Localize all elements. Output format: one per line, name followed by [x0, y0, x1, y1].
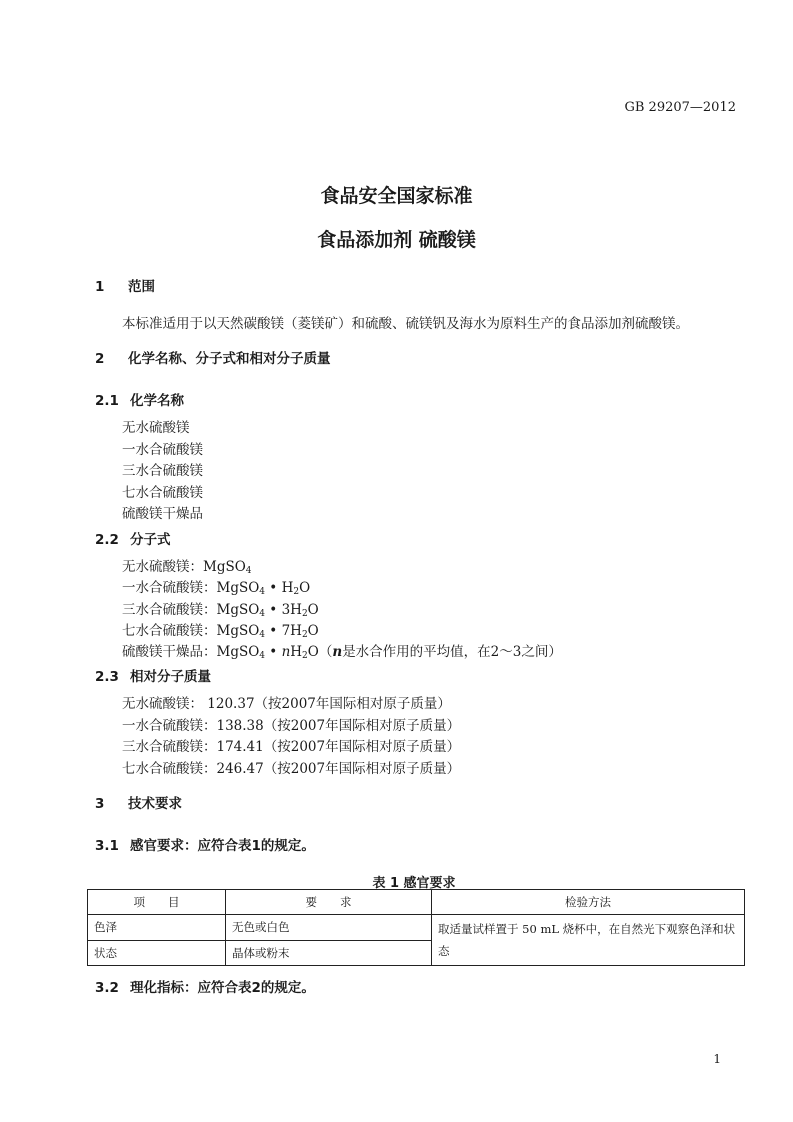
- section-number: 3: [95, 796, 105, 812]
- section-number: 2: [95, 351, 105, 367]
- table-header-cell: 项 目: [88, 890, 226, 915]
- section-2-2-heading: [95, 528, 171, 548]
- mass-row: 无水硫酸镁： 120.37（按2007年国际相对原子质量）: [122, 696, 451, 712]
- table-cell: 色泽: [88, 915, 226, 941]
- document-subtitle: 食品添加剂 硫酸镁: [317, 229, 476, 251]
- section-number: 2.1: [95, 393, 119, 409]
- section-3-2-heading: [95, 976, 315, 996]
- section-number: 1: [95, 279, 105, 295]
- section-3-heading: [95, 792, 182, 812]
- formula-anhydrous: 无水硫酸镁：MgSO$_4$: [122, 559, 252, 576]
- section-title: 范围: [128, 279, 155, 295]
- section-title: 技术要求: [128, 796, 182, 812]
- section-title: 分子式: [130, 532, 171, 548]
- section-number: 2.2: [95, 532, 119, 548]
- section-number: 3.2: [95, 980, 119, 996]
- section-3-1-heading: [95, 834, 315, 854]
- section-title: 相对分子质量: [130, 669, 211, 685]
- section-1-heading: [95, 275, 155, 295]
- list-item: 无水硫酸镁: [122, 420, 190, 436]
- formula-dried: 硫酸镁干燥品：MgSO$_4$ • $nH_2O(n$是水合作用的平均值，在2～3之间）: [122, 644, 562, 661]
- table-header-cell: 要 求: [226, 890, 432, 915]
- table-cell-method: 取适量试样置于 50 mL 烧杯中，在自然光下观察色泽和状态: [432, 915, 745, 966]
- table-row: [88, 915, 745, 941]
- section-2-heading: [95, 347, 331, 367]
- table-cell: 无色或白色: [226, 915, 432, 941]
- section-1-text: 本标准适用于以天然碳酸镁（菱镁矿）和硫酸、硫镁钒及海水为原料生产的食品添加剂硫酸镁。: [122, 316, 689, 332]
- mass-row: 三水合硫酸镁：174.41（按2007年国际相对原子质量）: [122, 739, 461, 755]
- standard-code: GB 29207—2012: [624, 100, 736, 115]
- mass-row: 七水合硫酸镁：246.47（按2007年国际相对原子质量）: [122, 761, 461, 777]
- section-2-3-heading: [95, 665, 211, 685]
- formula-trihydrate: 三水合硫酸镁：MgSO$_4$ • $3H_2O$: [122, 602, 319, 619]
- mass-row: 一水合硫酸镁：138.38（按2007年国际相对原子质量）: [122, 718, 461, 734]
- table-cell: 状态: [88, 940, 226, 966]
- list-item: 七水合硫酸镁: [122, 485, 203, 501]
- formula-monohydrate: 一水合硫酸镁：MgSO$_4$ • $H_2O$: [122, 580, 311, 597]
- list-item: 一水合硫酸镁: [122, 442, 203, 458]
- section-number: 2.3: [95, 669, 119, 685]
- table-cell: 晶体或粉末: [226, 940, 432, 966]
- section-number: 3.1: [95, 838, 119, 854]
- section-title: 化学名称: [130, 393, 184, 409]
- formula-heptahydrate: 七水合硫酸镁：MgSO$_4$ • $7H_2O$: [122, 623, 319, 640]
- table-header-row: [88, 890, 745, 915]
- list-item: 三水合硫酸镁: [122, 463, 203, 479]
- section-title: 理化指标：应符合表2的规定。: [130, 980, 315, 996]
- table-caption: 表 1 感官要求: [372, 876, 456, 891]
- document-title: 食品安全国家标准: [320, 185, 473, 207]
- section-2-1-heading: [95, 389, 184, 409]
- sensory-requirements-table: [87, 889, 745, 966]
- page-number: 1: [713, 1052, 721, 1066]
- section-title: 化学名称、分子式和相对分子质量: [128, 351, 331, 367]
- section-title: 感官要求：应符合表1的规定。: [130, 838, 315, 854]
- table-header-cell: 检验方法: [432, 890, 745, 915]
- list-item: 硫酸镁干燥品: [122, 506, 203, 522]
